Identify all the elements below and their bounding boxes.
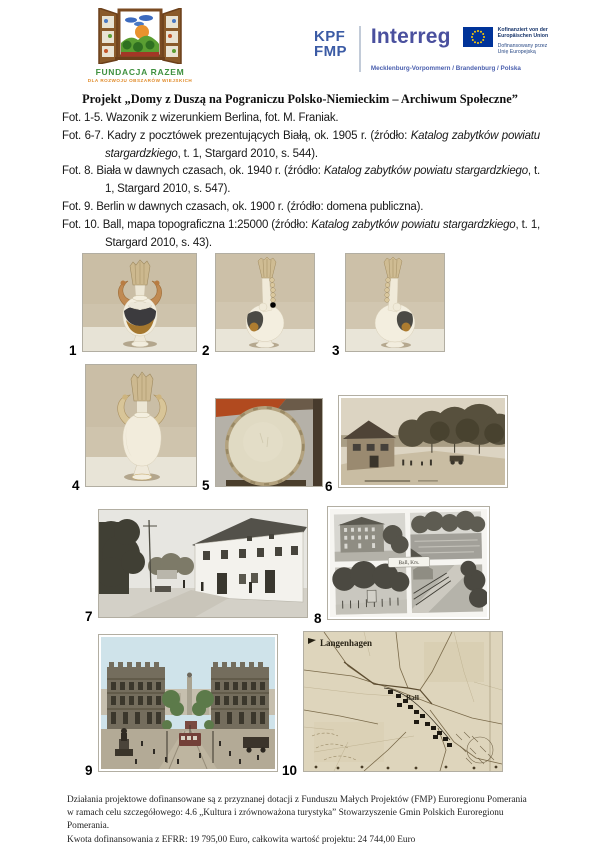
eu-cofinanced-pl-2: Unię Europejską xyxy=(497,49,536,56)
eu-cofinanced-de-1: Kofinanziert von der xyxy=(497,27,548,33)
map-region-label: Langenhagen xyxy=(320,638,373,648)
map-village-label: Ball xyxy=(406,693,419,702)
footer-line-2: w ramach celu szczegółowego: 4.6 „Kultura i zrównoważona turystyka” Stowarzyszenie Gmin Polskich Euroregionu xyxy=(67,808,504,819)
collage-illustration xyxy=(330,509,487,617)
caption-5: Fot. 10. Ball, mapa topograficzna 1:25000 (źródło: Katalog zabytków powiatu stargardzkiego, t. 1, Stargard 2010, s. 43). xyxy=(62,218,541,249)
caption-2: Fot. 6-7. Kadry z pocztówek prezentujących Białą, ok. 1905 r. (źródło: Katalog zabytków powiatu stargardzkiego, t. 1, Stargard 2010, s. 544). xyxy=(62,129,541,160)
caption-3: Fot. 8. Biała w dawnych czasach, ok. 1940 r. (źródło: Katalog zabytków powiatu stargardzkiego, t. 1, Stargard 2010, s. 547). xyxy=(62,165,540,196)
photo-number: 6 xyxy=(325,479,333,494)
vase-plain-illustration xyxy=(86,365,196,486)
collage-center-label: Ball, Krs. xyxy=(398,559,420,567)
photo-number: 5 xyxy=(202,478,210,493)
footer-line-4: Kwota dofinansowania z EFRR: 19 795,00 Euro, całkowita wartość projektu: 24 744,00 Euro xyxy=(67,834,416,845)
photo-5-vase-bottom xyxy=(202,398,323,493)
photo-number: 1 xyxy=(69,343,77,358)
page-title: Projekt „Domy z Duszą na Pograniczu Polsko-Niemieckim – Archiwum Społeczne” xyxy=(82,92,518,106)
photo-1-vase-front xyxy=(69,253,197,358)
eu-cofinanced-pl-1: Dofinansowany przez xyxy=(497,42,548,49)
foundation-subtitle: DLA ROZWOJU OBSZARÓW WIEJSKICH xyxy=(87,78,193,83)
sepia-street-illustration xyxy=(341,398,505,485)
photo-number: 7 xyxy=(85,609,93,624)
photo-3-vase-side xyxy=(332,253,445,358)
kpf-line: KPF xyxy=(314,28,346,45)
vase-side-mirrored-illustration xyxy=(346,254,444,351)
photo-number: 3 xyxy=(332,343,340,358)
berlin-street-illustration xyxy=(101,637,275,769)
caption-1: Fot. 1-5. Wazonik z wizerunkiem Berlina, fot. M. Franiak. xyxy=(62,112,339,124)
photo-number: 8 xyxy=(314,611,322,626)
photo-8-collage-postcard xyxy=(314,506,490,626)
photo-2-vase-side xyxy=(202,253,315,358)
photo-number: 4 xyxy=(72,478,80,493)
photo-10-topographic-map xyxy=(282,631,503,778)
fmp-line: FMP xyxy=(314,43,347,60)
bw-street-illustration xyxy=(99,510,307,617)
vase-front-illustration xyxy=(83,254,196,351)
photo-6-postcard-street xyxy=(325,395,508,494)
caption-4: Fot. 9. Berlin w dawnych czasach, ok. 1900 r. (źródło: domena publiczna). xyxy=(62,200,424,213)
vase-side-illustration xyxy=(216,254,314,351)
photo-number: 10 xyxy=(282,763,298,778)
foundation-name: FUNDACJA RAZEM xyxy=(95,67,185,77)
eu-cofinanced-de-2: Europäischen Union xyxy=(497,33,549,40)
photo-number: 9 xyxy=(85,763,93,778)
map-illustration xyxy=(304,632,502,771)
photo-4-vase-front-plain xyxy=(72,364,197,493)
photo-number: 2 xyxy=(202,343,210,358)
photo-9-berlin-postcard xyxy=(85,634,278,778)
footer-line-1: Działania projektowe dofinansowane są z przyznanej dotacji z Funduszu Małych Projektów (FMP) Euroregionu Pomerania xyxy=(67,795,527,805)
vase-bottom-illustration xyxy=(216,399,322,486)
footer-lines xyxy=(67,794,541,847)
interreg-regions: Mecklenburg-Vorpommern / Brandenburg / Polska xyxy=(370,64,521,72)
interreg-wordmark: Interreg xyxy=(370,25,451,48)
photo-7-bw-street xyxy=(85,509,308,624)
footer-line-3: Pomerania. xyxy=(67,821,110,832)
